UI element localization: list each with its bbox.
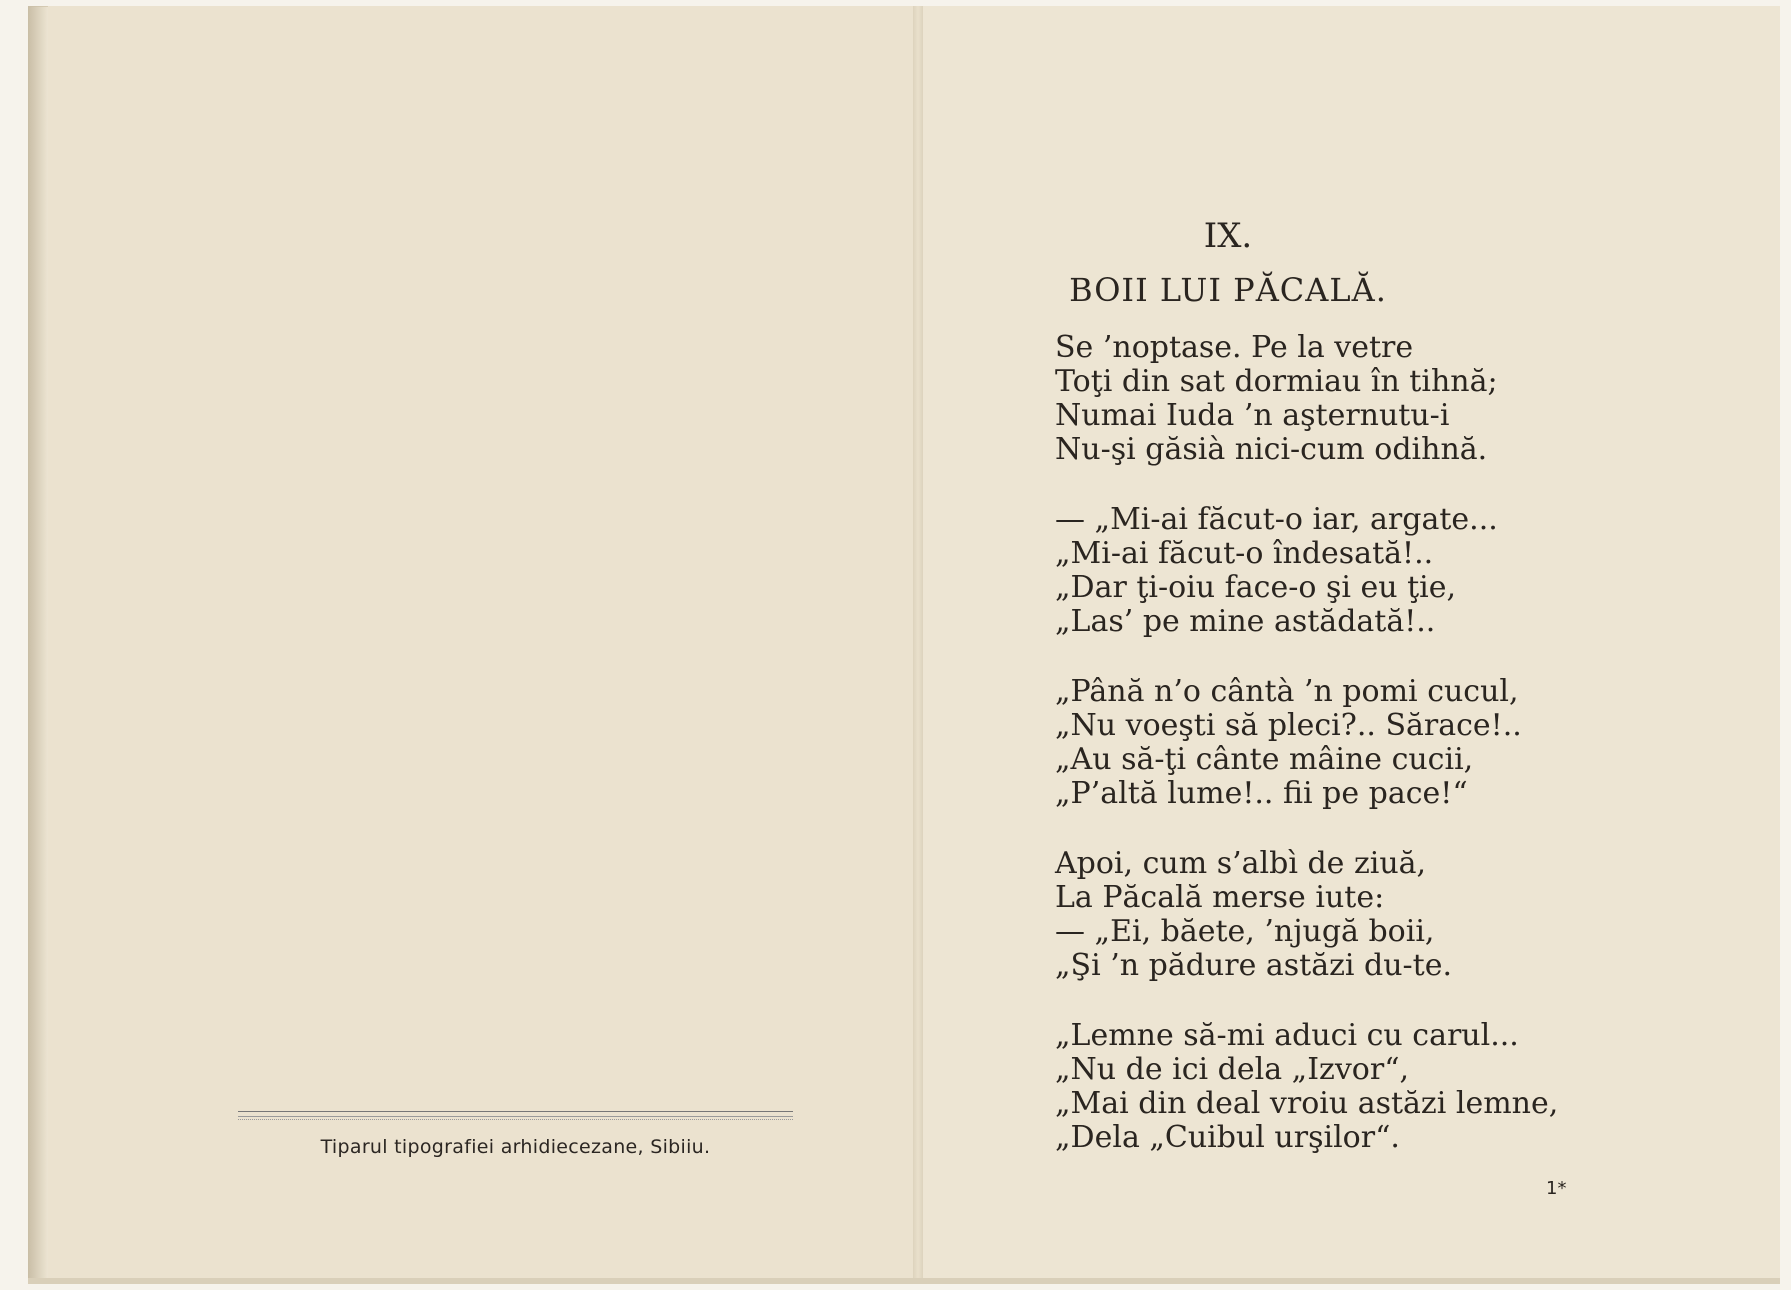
stanza <box>1055 675 1615 811</box>
left-page <box>48 6 913 1284</box>
poem-line: „Dela „Cuibul urşilor“. <box>1055 1120 1400 1155</box>
poem-line: „P’altă lume!.. fii pe pace!“ <box>1055 776 1468 811</box>
book-edge <box>28 6 48 1284</box>
poem-line: „Mi-ai făcut-o îndesată!.. <box>1055 536 1434 571</box>
poem-line: „Până n’o cântà ’n pomi cucul, <box>1055 674 1519 709</box>
printer-imprint: Tiparul tipografiei arhidiecezane, Sibiiu. <box>320 1136 711 1158</box>
poem-line: Apoi, cum s’albì de ziuă, <box>1055 846 1427 881</box>
stanza <box>1055 1019 1615 1155</box>
stanza <box>1055 503 1615 639</box>
poem-line: — „Mi-ai făcut-o iar, argate... <box>1055 502 1498 537</box>
imprint-rule-dotted <box>238 1119 793 1120</box>
stanza <box>1055 331 1615 467</box>
poem-line: „Au să-ţi cânte mâine cucii, <box>1055 742 1474 777</box>
poem-line: La Păcală merse iute: <box>1055 880 1385 915</box>
stanza <box>1055 847 1615 983</box>
poem-line: „Mai din deal vroiu astăzi lemne, <box>1055 1086 1559 1121</box>
poem-line: — „Ei, băete, ’njugă boii, <box>1055 914 1435 949</box>
poem <box>1055 331 1615 1191</box>
poem-line: Se ’noptase. Pe la vetre <box>1055 330 1414 365</box>
poem-line: Toţi din sat dormiau în tihnă; <box>1055 364 1498 399</box>
chapter-number: IX. <box>1203 216 1253 256</box>
poem-line: „Dar ţi-oiu face-o şi eu ţie, <box>1055 570 1457 605</box>
poem-line: „Nu de ici dela „Izvor“, <box>1055 1052 1410 1087</box>
imprint-rule <box>238 1111 793 1117</box>
poem-line: Nu-şi găsià nici-cum odihnă. <box>1055 432 1488 467</box>
gutter <box>913 6 923 1284</box>
page-bottom-edge <box>28 1278 1780 1284</box>
poem-line: „Lemne să-mi aduci cu carul... <box>1055 1018 1519 1053</box>
poem-line: „Nu voeşti să pleci?.. Sărace!.. <box>1055 708 1522 743</box>
page-signature-mark: 1* <box>1546 1178 1567 1199</box>
chapter-title: BOII LUI PĂCALĂ. <box>1069 271 1387 309</box>
poem-line: „Las’ pe mine astădată!.. <box>1055 604 1436 639</box>
poem-line: „Şi ’n pădure astăzi du-te. <box>1055 948 1453 983</box>
poem-line: Numai Iuda ’n aşternutu-i <box>1055 398 1450 433</box>
book-spread <box>28 6 1780 1284</box>
